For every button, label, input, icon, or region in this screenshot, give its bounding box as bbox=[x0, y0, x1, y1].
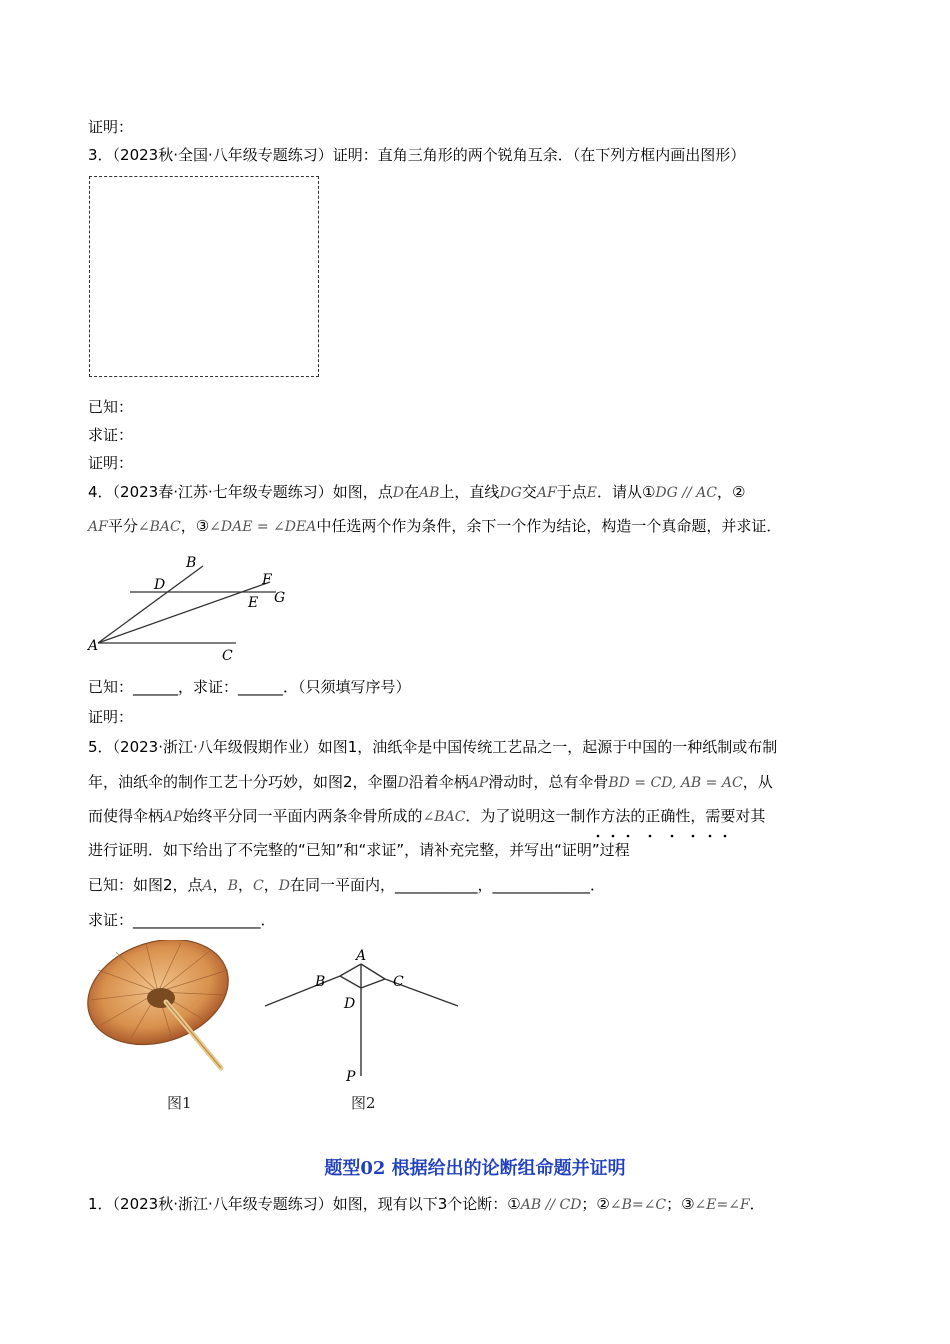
section-question-1: 1．（2023秋·浙江·八年级专题练习）如图，现有以下3个论断：①AB // CD；②∠B=∠C；③∠E=∠F． bbox=[88, 1195, 765, 1213]
figure-1-caption: 图1 bbox=[167, 1094, 192, 1112]
proof-label-1: 证明： bbox=[88, 118, 134, 136]
fig5-label: C bbox=[393, 974, 404, 990]
drawing-box[interactable] bbox=[89, 176, 319, 377]
fig4-label: D bbox=[154, 577, 166, 593]
q5-known: 已知：如图2，点A，B，C，D在同一平面内，___________，_____________． bbox=[88, 876, 605, 894]
q5-prove: 求证：_________________． bbox=[88, 911, 276, 929]
question-5-line-1: 5．（2023·浙江·八年级假期作业）如图1，油纸伞是中国传统工艺品之一，起源于中国的一种纸制或布制 bbox=[88, 738, 778, 756]
fig4-label: F bbox=[262, 572, 272, 588]
fig5-label: A bbox=[356, 948, 367, 964]
question-5-line-4: 进行证明．如下给出了不完整的“已知”和“求证”，请补充完整，并写出“证明”过程 bbox=[88, 841, 630, 859]
question-4-line-2: AF平分∠BAC，③∠DAE = ∠DEA中任选两个作为条件，余下一个作为结论，构造一个真命题，并求证． bbox=[88, 517, 782, 535]
fig5-label: B bbox=[315, 974, 326, 990]
question-5-line-2: 年，油纸伞的制作工艺十分巧妙，如图2，伞圈D沿着伞柄AP滑动时，总有伞骨BD = CD, AB = AC，从 bbox=[88, 773, 773, 791]
fig4-label: A bbox=[88, 638, 99, 654]
question-3: 3．（2023秋·全国·八年级专题练习）证明：直角三角形的两个锐角互余．（在下列方框内画出图形） bbox=[88, 146, 746, 164]
section-title: 题型02 根据给出的论断组命题并证明 bbox=[324, 1158, 626, 1179]
emphasis-dots bbox=[592, 833, 742, 841]
question-4-line-1: 4．（2023春·江苏·七年级专题练习）如图，点D在AB上，直线DG交AF于点E．请从①DG // AC，② bbox=[88, 483, 746, 501]
q4-proof: 证明： bbox=[88, 708, 134, 726]
fig4-label: C bbox=[222, 648, 233, 664]
fig4-label: E bbox=[248, 595, 259, 611]
fig4-label: B bbox=[186, 555, 197, 571]
figure-2-caption: 图2 bbox=[351, 1094, 376, 1112]
q3-known: 已知： bbox=[88, 398, 134, 416]
figure-q5 bbox=[260, 944, 468, 1084]
q3-prove: 求证： bbox=[88, 426, 134, 444]
fig5-label: D bbox=[344, 996, 356, 1012]
question-5-line-3: 而使得伞柄AP始终平分同一平面内两条伞骨所成的∠BAC．为了说明这一制作方法的正确性，需要对其 bbox=[88, 807, 766, 825]
figure-q4 bbox=[86, 552, 296, 664]
fig4-label: G bbox=[274, 590, 286, 606]
fig5-label: P bbox=[346, 1069, 356, 1084]
umbrella-photo bbox=[86, 940, 236, 1076]
q4-known: 已知：______，求证：______．（只须填写序号） bbox=[88, 678, 411, 696]
q3-proof: 证明： bbox=[88, 454, 134, 472]
